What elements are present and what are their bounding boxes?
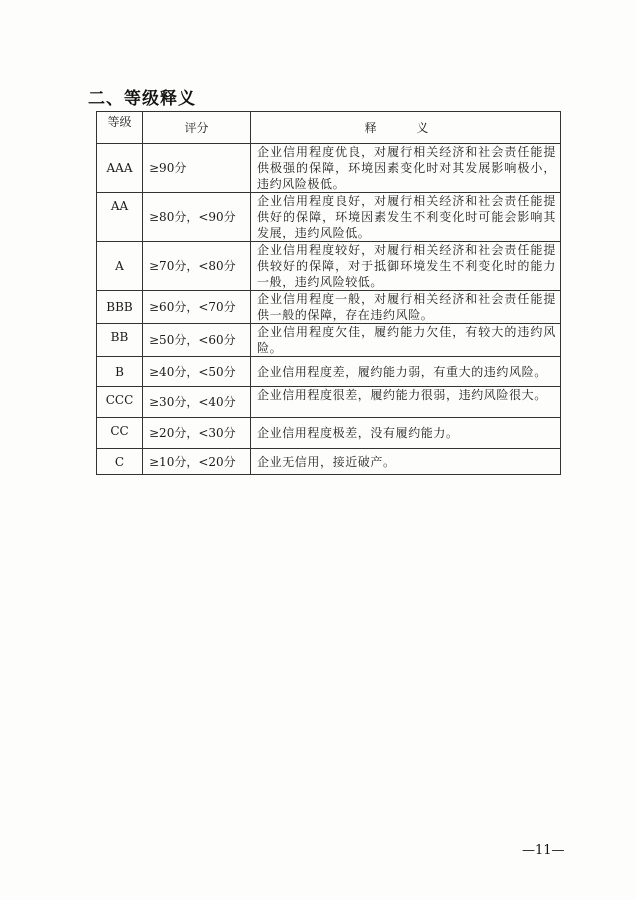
- table-row: [97, 387, 561, 418]
- grade-cell: AA: [97, 193, 143, 242]
- score-cell: ≥70分，<80分: [143, 242, 251, 291]
- header-score: 评分: [143, 112, 251, 144]
- grade-cell: CC: [97, 418, 143, 449]
- grade-definition-table: [96, 111, 561, 475]
- grade-cell: BB: [97, 324, 143, 357]
- score-cell: ≥80分，<90分: [143, 193, 251, 242]
- grade-cell: BBB: [97, 291, 143, 324]
- description-cell: 企业信用程度一般，对履行相关经济和社会责任能提供一般的保障，存在违约风险。: [251, 291, 561, 324]
- table-row: [97, 324, 561, 357]
- description-cell: 企业信用程度良好，对履行相关经济和社会责任能提供好的保障，环境因素发生不利变化时可能会影响其发展，违约风险低。: [251, 193, 561, 242]
- grade-cell: C: [97, 449, 143, 475]
- section-title: 二、等级释义: [88, 89, 196, 109]
- grade-cell: AAA: [97, 144, 143, 193]
- table-row: [97, 449, 561, 475]
- description-cell: 企业信用程度很差，履约能力很弱，违约风险很大。: [251, 387, 561, 418]
- table-header-row: [97, 112, 561, 144]
- score-cell: ≥60分，<70分: [143, 291, 251, 324]
- score-cell: ≥90分: [143, 144, 251, 193]
- score-cell: ≥30分，<40分: [143, 387, 251, 418]
- grade-cell: A: [97, 242, 143, 291]
- description-cell: 企业无信用，接近破产。: [251, 449, 561, 475]
- table-row: [97, 242, 561, 291]
- score-cell: ≥50分，<60分: [143, 324, 251, 357]
- header-description: 释 义: [251, 112, 561, 144]
- score-cell: ≥40分，<50分: [143, 357, 251, 387]
- description-cell: 企业信用程度极差，没有履约能力。: [251, 418, 561, 449]
- table-row: [97, 193, 561, 242]
- table-row: [97, 144, 561, 193]
- description-cell: 企业信用程度较好，对履行相关经济和社会责任能提供较好的保障，对于抵御环境发生不利变化时的能力一般，违约风险较低。: [251, 242, 561, 291]
- grade-cell: B: [97, 357, 143, 387]
- table-row: [97, 357, 561, 387]
- score-cell: ≥20分，<30分: [143, 418, 251, 449]
- table-row: [97, 291, 561, 324]
- description-cell: 企业信用程度差，履约能力弱，有重大的违约风险。: [251, 357, 561, 387]
- score-cell: ≥10分，<20分: [143, 449, 251, 475]
- description-cell: 企业信用程度优良，对履行相关经济和社会责任能提供极强的保障，环境因素变化时对其发展影响极小，违约风险极低。: [251, 144, 561, 193]
- header-grade: 等级: [97, 112, 143, 144]
- table-row: [97, 418, 561, 449]
- grade-cell: CCC: [97, 387, 143, 418]
- description-cell: 企业信用程度欠佳，履约能力欠佳，有较大的违约风险。: [251, 324, 561, 357]
- page-number: —11—: [522, 843, 565, 858]
